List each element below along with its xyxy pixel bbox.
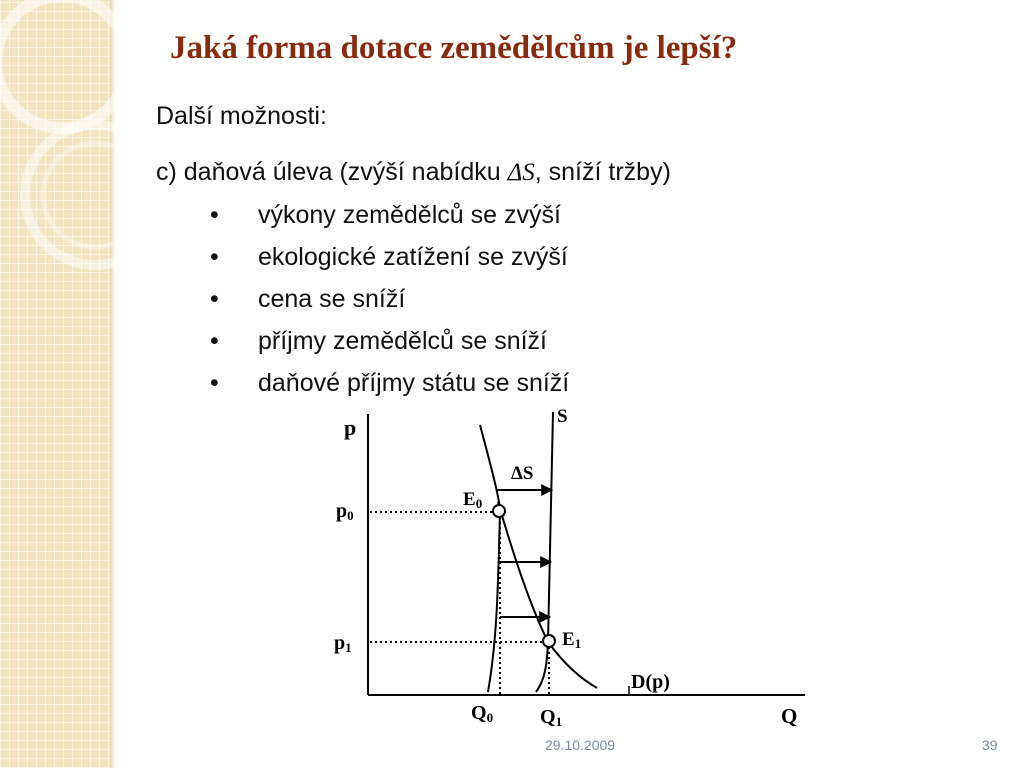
equilibrium-point-e1 bbox=[543, 635, 555, 647]
demand-label: D(p) bbox=[631, 671, 670, 693]
p1-label: p1 bbox=[334, 632, 352, 655]
delta-s-symbol: ΔS bbox=[507, 159, 535, 186]
footer-date: 29.10.2009 bbox=[545, 737, 616, 753]
slide-number: 39 bbox=[982, 737, 998, 753]
supply-curve-original bbox=[480, 425, 500, 692]
bullet-item: • výkony zemědělců se zvýší bbox=[210, 200, 569, 242]
e1-label: E1 bbox=[562, 629, 582, 651]
e0-label: E0 bbox=[463, 489, 483, 511]
equilibrium-point-e0 bbox=[493, 505, 505, 517]
bullet-item: • ekologické zatížení se zvýší bbox=[210, 242, 569, 284]
supply-curve-shifted bbox=[536, 412, 553, 692]
delta-s-label: ΔS bbox=[511, 463, 534, 484]
supply-label: S bbox=[557, 406, 568, 427]
q1-label: Q1 bbox=[540, 706, 563, 729]
bullet-item: • daňové příjmy státu se sníží bbox=[210, 368, 569, 410]
p-axis-label: p bbox=[344, 415, 357, 440]
q0-label: Q0 bbox=[471, 702, 494, 725]
bullet-item: • příjmy zemědělců se sníží bbox=[210, 326, 569, 368]
bullet-item: • cena se sníží bbox=[210, 284, 569, 326]
slide-title: Jaká forma dotace zemědělcům je lepší? bbox=[170, 30, 738, 66]
q-axis-label: Q bbox=[781, 704, 798, 728]
lead-prefix: c) daňová úleva (zvýší nabídku bbox=[156, 158, 508, 186]
p0-label: p0 bbox=[336, 500, 354, 523]
lead-suffix: , sníží tržby) bbox=[534, 158, 671, 186]
intro-text: Další možnosti: bbox=[156, 102, 327, 130]
